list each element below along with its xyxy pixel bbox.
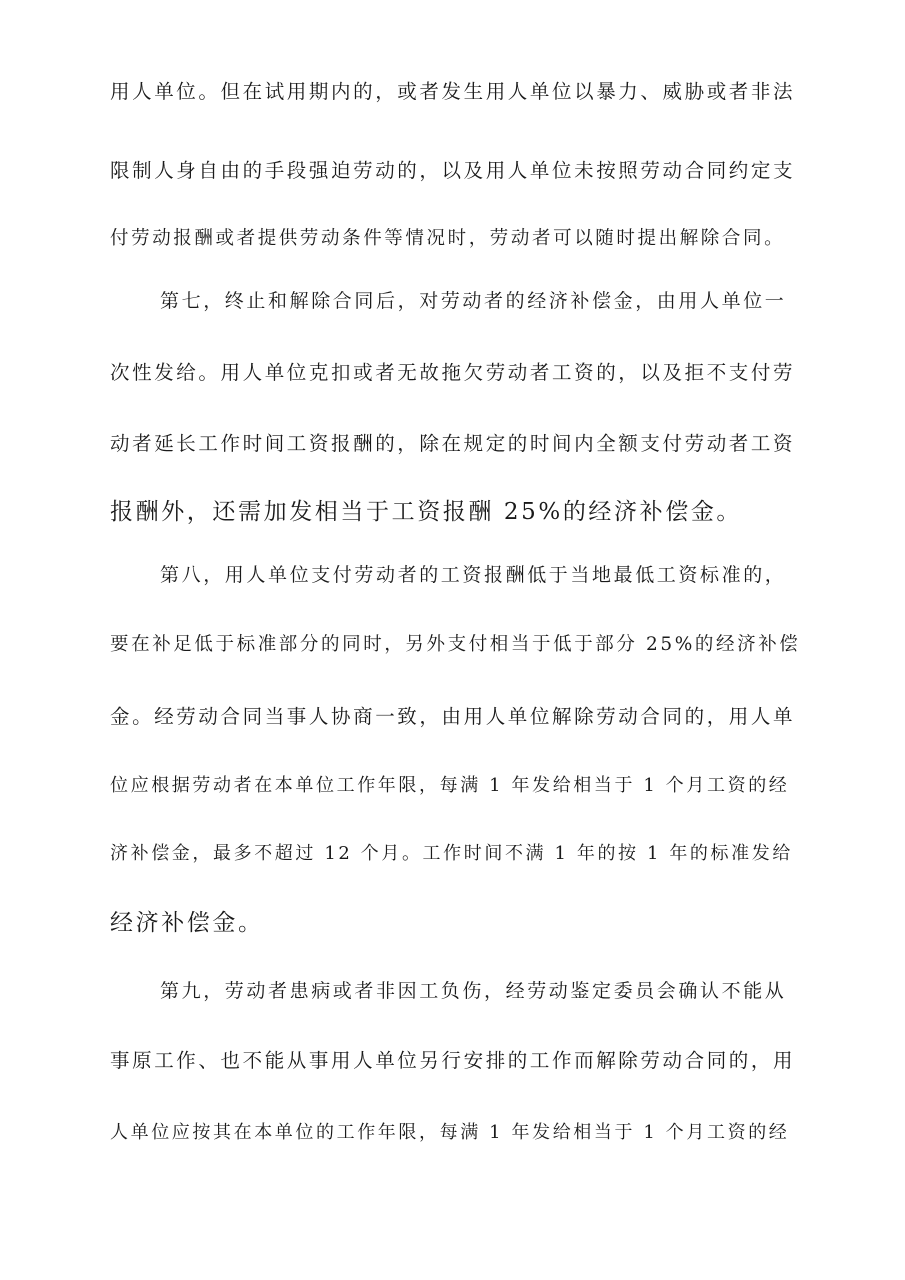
text-line: 付劳动报酬或者提供劳动条件等情况时，劳动者可以随时提出解除合同。 <box>110 228 786 249</box>
text-line: 济补偿金，最多不超过 12 个月。工作时间不满 1 年的按 1 年的标准发给 <box>110 843 793 864</box>
text-line: 要在补足低于标准部分的同时，另外支付相当于低于部分 25%的经济补偿 <box>110 634 801 655</box>
text-line: 次性发给。用人单位克扣或者无故拖欠劳动者工资的，以及拒不支付劳 <box>110 361 796 384</box>
text-line: 动者延长工作时间工资报酬的，除在规定的时间内全额支付劳动者工资 <box>110 432 796 455</box>
text-line: 限制人身自由的手段强迫劳动的，以及用人单位未按照劳动合同约定支 <box>110 159 796 182</box>
text-line: 用人单位。但在试用期内的，或者发生用人单位以暴力、威胁或者非法 <box>110 80 796 103</box>
text-line: 位应根据劳动者在本单位工作年限，每满 1 年发给相当于 1 个月工资的经 <box>110 775 790 796</box>
text-line: 事原工作、也不能从事用人单位另行安排的工作而解除劳动合同的，用 <box>110 1049 796 1072</box>
paragraph-start-line: 第七，终止和解除合同后，对劳动者的经济补偿金，由用人单位一 <box>160 290 787 312</box>
paragraph-start-line: 第八，用人单位支付劳动者的工资报酬低于当地最低工资标准的， <box>160 564 787 586</box>
text-line: 经济补偿金。 <box>110 910 264 936</box>
text-line: 金。经劳动合同当事人协商一致，由用人单位解除劳动合同的，用人单 <box>110 705 796 728</box>
paragraph-start-line: 第九，劳动者患病或者非因工负伤，经劳动鉴定委员会确认不能从 <box>160 980 787 1002</box>
text-line: 人单位应按其在本单位的工作年限，每满 1 年发给相当于 1 个月工资的经 <box>110 1122 790 1143</box>
text-line: 报酬外，还需加发相当于工资报酬 25%的经济补偿金。 <box>110 499 743 525</box>
